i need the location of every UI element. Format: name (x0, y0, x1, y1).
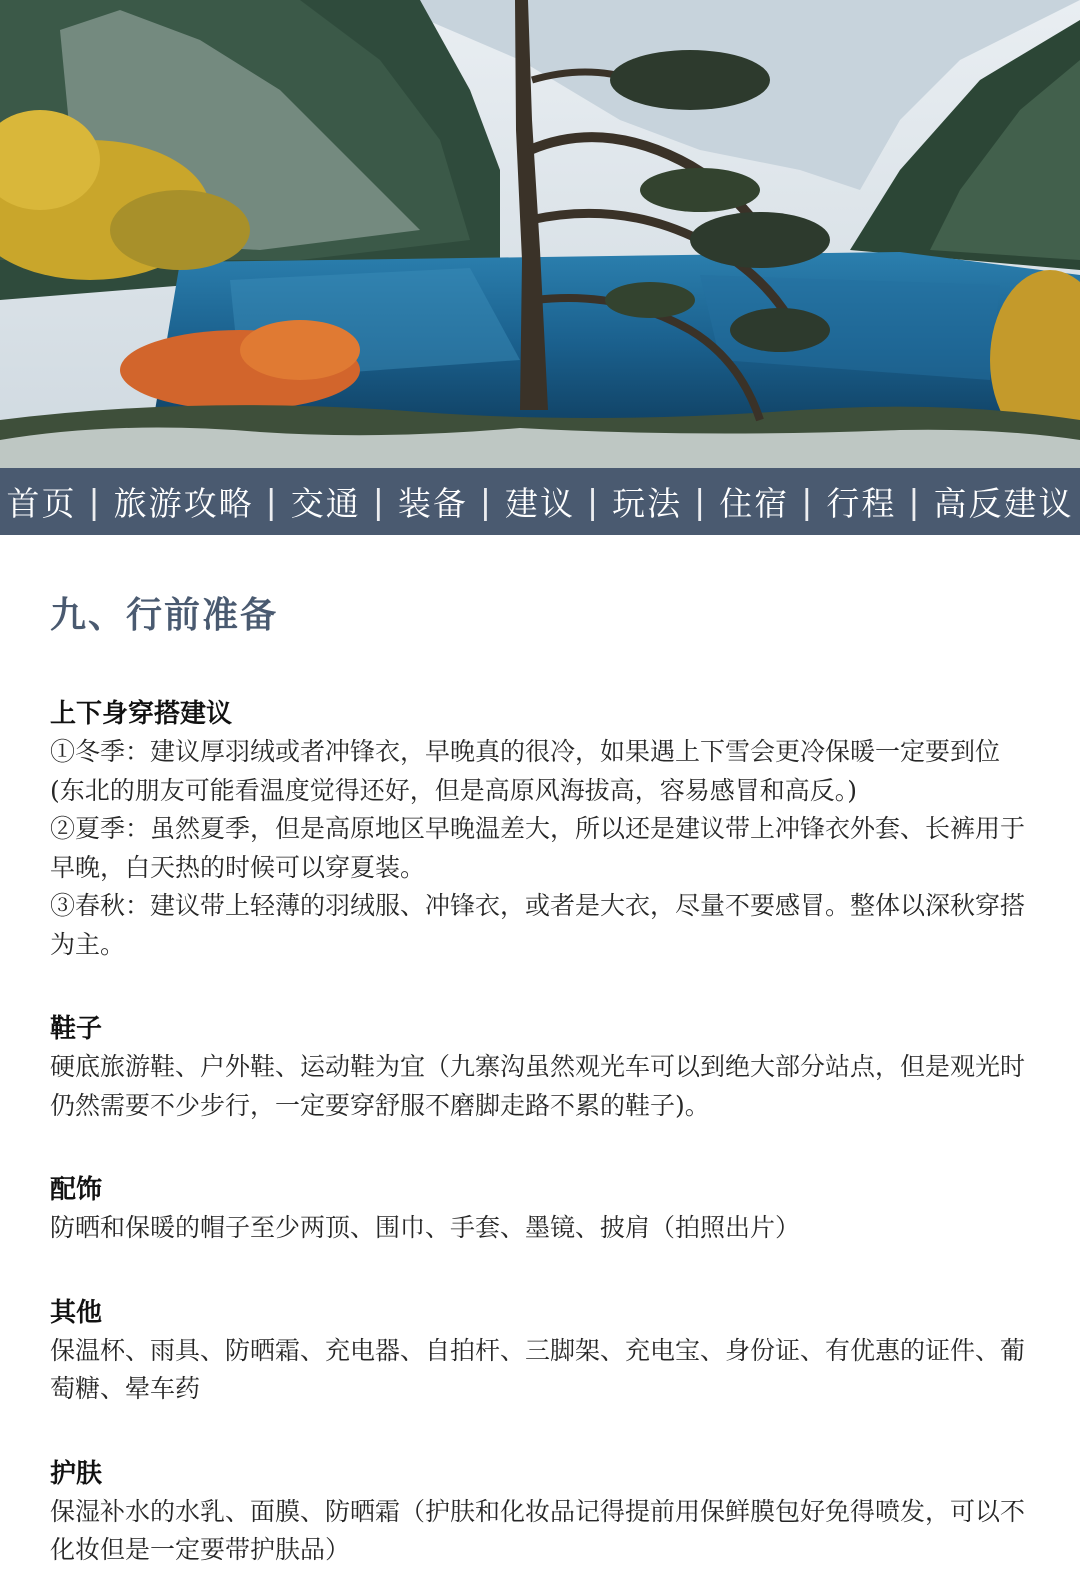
nav-item-altitude-sickness[interactable]: 高反建议 (933, 484, 1074, 523)
nav-item-transport[interactable]: 交通 (290, 484, 361, 523)
article-content (0, 593, 1080, 1570)
summer-advice: ②夏季：虽然夏季，但是高原地区早晚温差大，所以还是建议带上冲锋衣外套、长裤用于早晚，白天热的时候可以穿夏装。 (50, 814, 1026, 882)
nav-separator: | (587, 482, 601, 521)
nav-separator: | (908, 482, 922, 521)
winter-advice: ①冬季：建议厚羽绒或者冲锋衣，早晚真的很冷，如果遇上下雪会更冷保暖一定要到位(东北的朋友可能看温度觉得还好，但是高原风海拔高，容易感冒和高反。) (50, 737, 1001, 805)
accessories-section (50, 1171, 1030, 1248)
hero-image (0, 0, 1080, 468)
shoes-text: 硬底旅游鞋、户外鞋、运动鞋为宜（九寨沟虽然观光车可以到绝大部分站点，但是观光时仍然需要不少步行，一定要穿舒服不磨脚走路不累的鞋子)。 (50, 1052, 1026, 1120)
skincare-text: 保湿补水的水乳、面膜、防晒霜（护肤和化妆品记得提前用保鲜膜包好免得喷发，可以不化妆但是一定要带护肤品） (50, 1496, 1026, 1564)
skincare-section (50, 1455, 1030, 1570)
others-heading: 其他 (50, 1297, 103, 1328)
nav-item-home[interactable]: 首页 (6, 484, 77, 523)
spring-autumn-advice: ③春秋：建议带上轻薄的羽绒服、冲锋衣，或者是大衣，尽量不要感冒。整体以深秋穿搭为主。 (50, 891, 1026, 959)
clothing-section (50, 695, 1030, 964)
nav-item-travel-guide[interactable]: 旅游攻略 (113, 484, 254, 523)
section-title: 九、行前准备 (50, 594, 279, 636)
nav-separator: | (372, 482, 386, 521)
nav-separator: | (694, 482, 708, 521)
nav-separator: | (265, 482, 279, 521)
shoes-section (50, 1010, 1030, 1125)
nav-item-equipment[interactable]: 装备 (397, 484, 468, 523)
nav-separator: | (479, 482, 493, 521)
nav-separator: | (801, 482, 815, 521)
accessories-heading: 配饰 (50, 1175, 103, 1205)
nav-item-accommodation[interactable]: 住宿 (719, 484, 790, 523)
others-section (50, 1294, 1030, 1409)
nav-item-tips[interactable]: 建议 (505, 484, 575, 523)
nav-separator: | (88, 482, 102, 521)
nav-item-activities[interactable]: 玩法 (612, 484, 683, 523)
clothing-heading: 上下身穿搭建议 (50, 699, 233, 729)
accessories-text: 防晒和保暖的帽子至少两顶、围巾、手套、墨镜、披肩（拍照出片） (50, 1213, 801, 1242)
nav-item-itinerary[interactable]: 行程 (826, 484, 897, 523)
shoes-heading: 鞋子 (50, 1014, 103, 1044)
others-text: 保温杯、雨具、防晒霜、充电器、自拍杆、三脚架、充电宝、身份证、有优惠的证件、葡萄糖、晕车药 (50, 1335, 1026, 1403)
skincare-heading: 护肤 (50, 1458, 103, 1489)
hero-landscape-illustration (0, 0, 1080, 468)
top-navigation (0, 468, 1080, 535)
